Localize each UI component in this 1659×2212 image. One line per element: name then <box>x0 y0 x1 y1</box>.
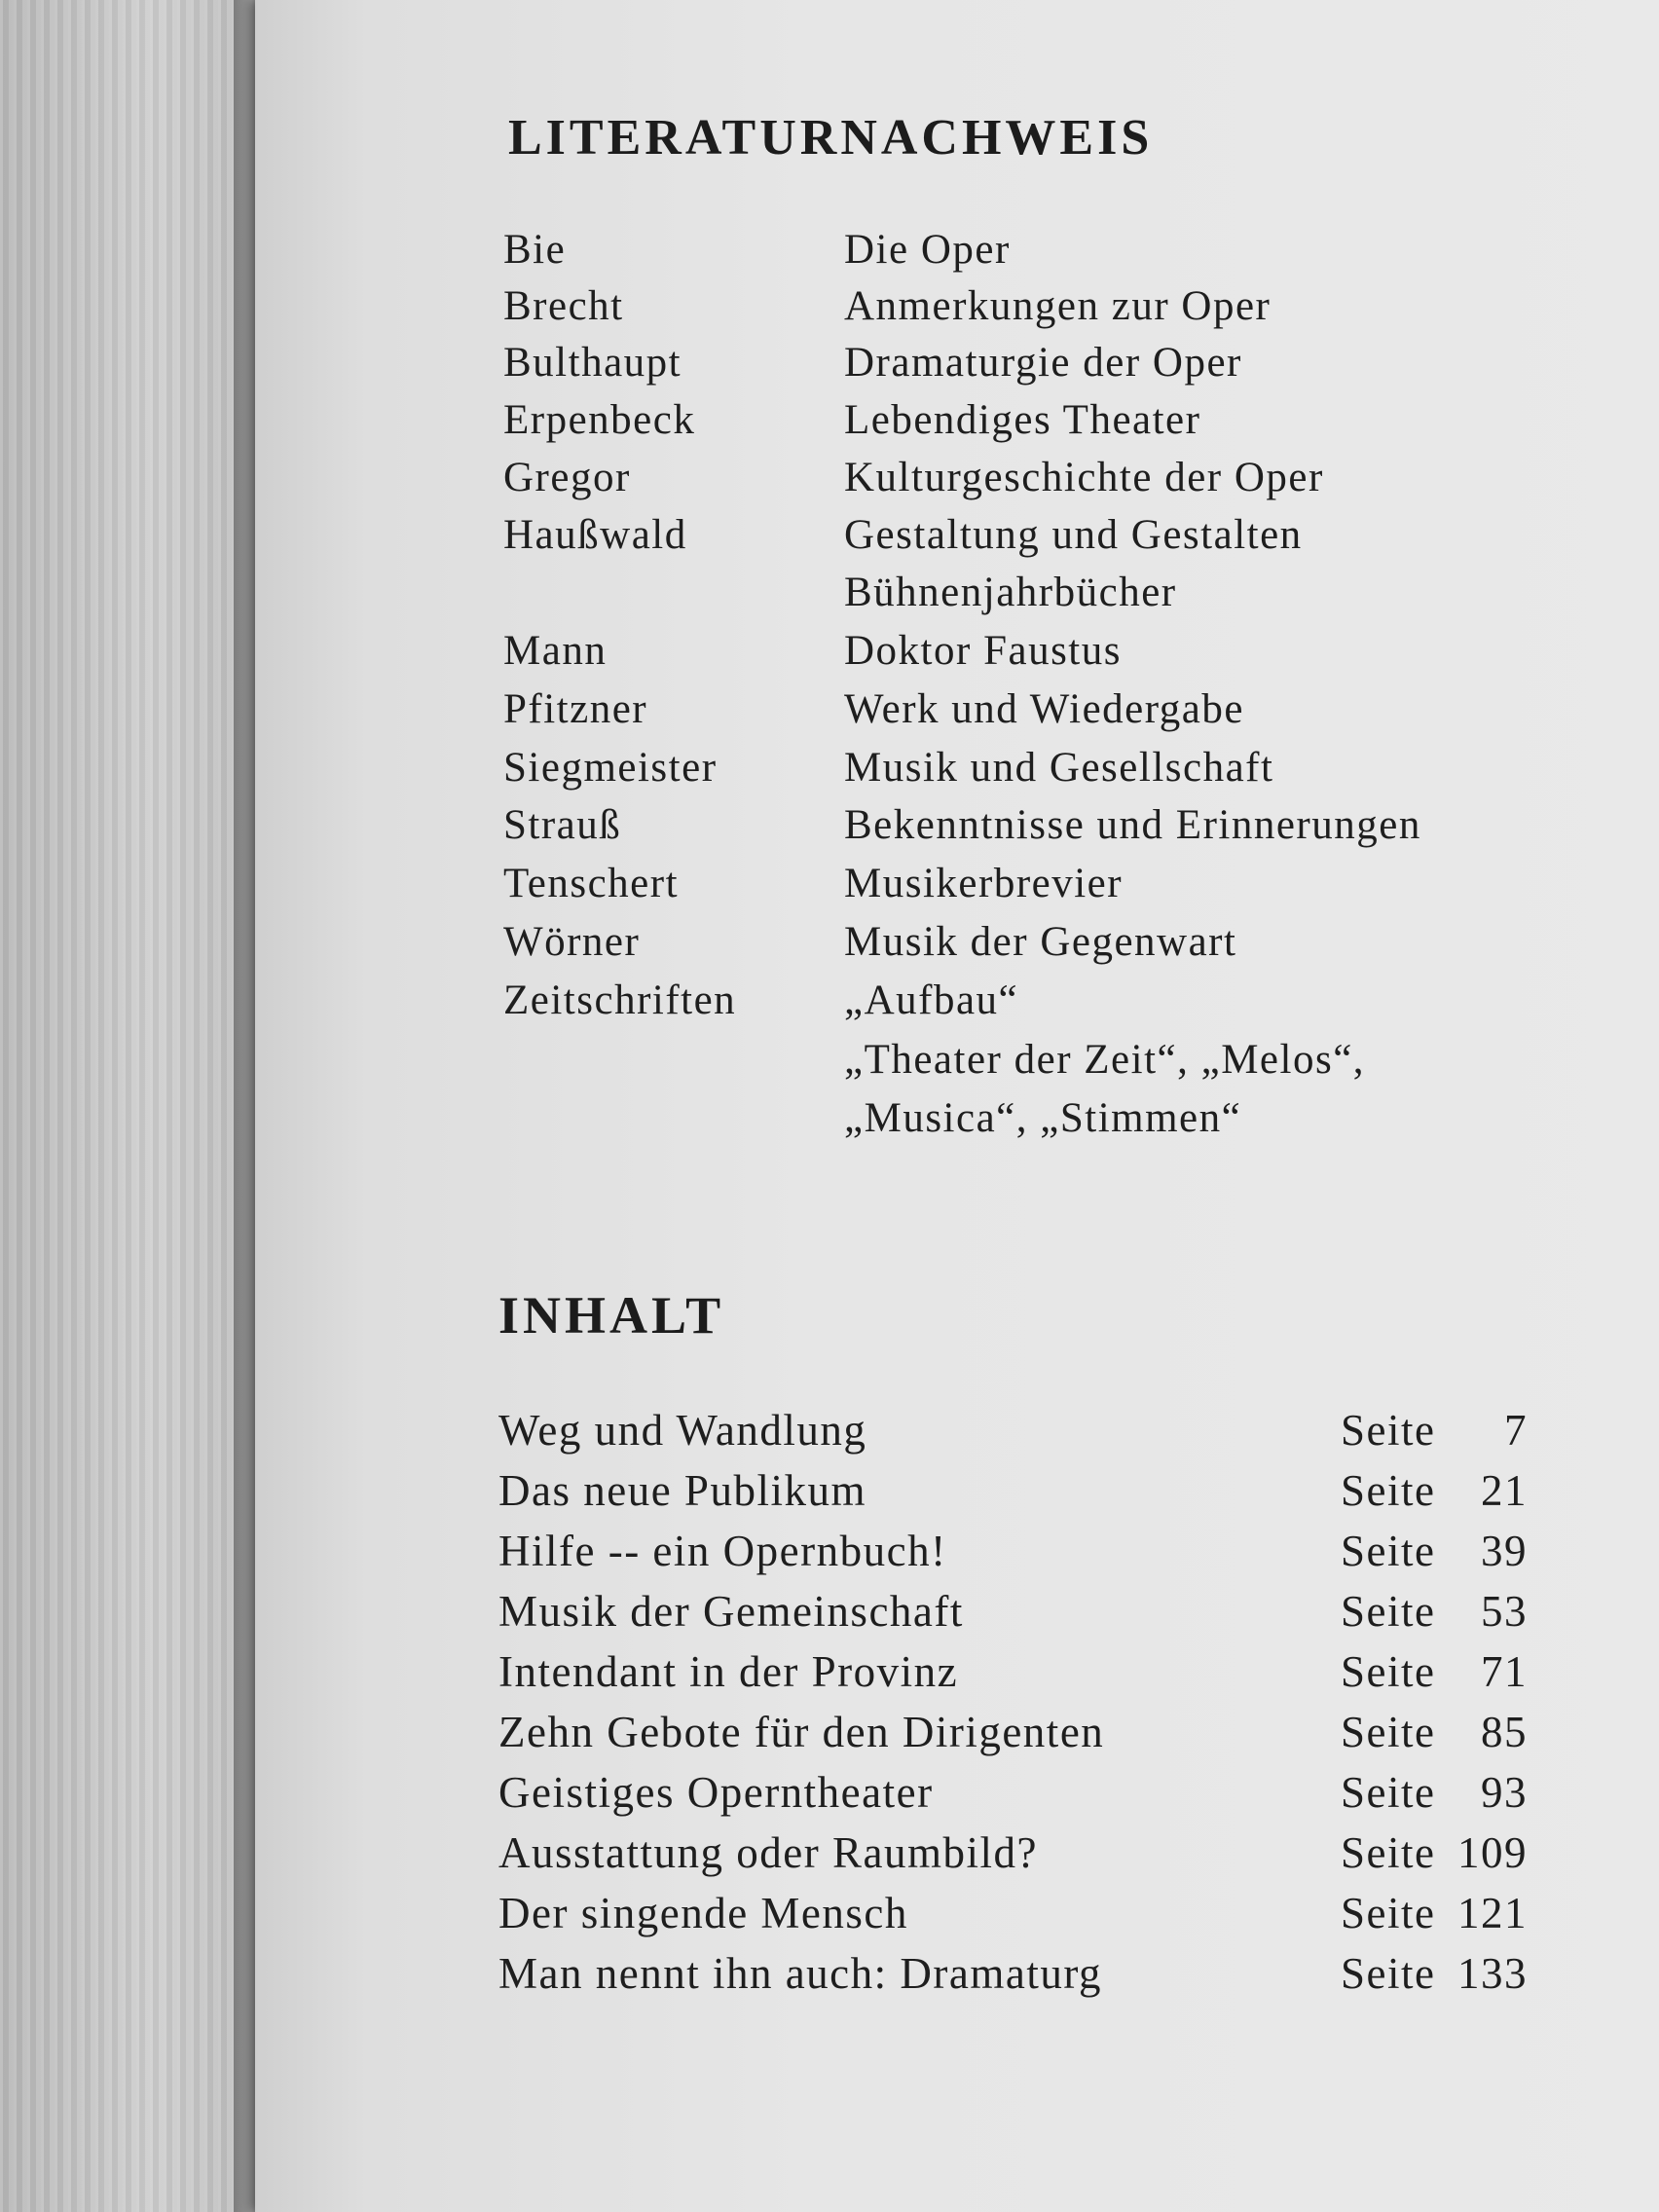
toc-chapter-title: Der singende Mensch <box>498 1889 908 1937</box>
bibliography-entry <box>255 918 1659 977</box>
bibliography-entry <box>255 627 1659 685</box>
bibliography-entry <box>255 1036 1659 1094</box>
bibliography-work: Die Oper <box>844 227 1011 273</box>
bibliography-work: Bekenntnisse und Erinnerungen <box>844 802 1421 848</box>
bibliography-entry <box>255 801 1659 860</box>
toc-entry <box>255 1586 1659 1644</box>
toc-page-number: 71 <box>1481 1647 1528 1696</box>
toc-chapter-title: Hilfe -- ein Opernbuch! <box>498 1527 947 1575</box>
toc-seite-label: Seite <box>1341 1527 1436 1575</box>
bibliography-author: Haußwald <box>503 512 687 558</box>
toc-page-number: 133 <box>1457 1949 1528 1998</box>
bibliography-work: Gestaltung und Gestalten <box>844 512 1303 558</box>
toc-entry <box>255 1526 1659 1584</box>
toc-page-number: 109 <box>1457 1828 1528 1877</box>
bibliography-author: Bie <box>503 227 567 273</box>
toc-page-number: 85 <box>1481 1708 1528 1756</box>
bibliography-work: Kulturgeschichte der Oper <box>844 455 1324 500</box>
bibliography-work: Musikerbrevier <box>844 861 1124 906</box>
bibliography-author: Gregor <box>503 455 631 500</box>
bibliography-author: Pfitzner <box>503 686 648 732</box>
bibliography-entry <box>255 339 1659 397</box>
toc-chapter-title: Intendant in der Provinz <box>498 1647 959 1696</box>
toc-page-number: 21 <box>1481 1466 1528 1515</box>
bibliography-work: Werk und Wiedergabe <box>844 686 1244 732</box>
toc-seite-label: Seite <box>1341 1587 1436 1636</box>
bibliography-work: Musik und Gesellschaft <box>844 745 1274 791</box>
toc-seite-label: Seite <box>1341 1466 1436 1515</box>
bibliography-entry <box>255 396 1659 455</box>
bibliography-entry <box>255 977 1659 1035</box>
toc-chapter-title: Das neue Publikum <box>498 1466 866 1515</box>
book-page <box>255 0 1659 2212</box>
bibliography-work: Anmerkungen zur Oper <box>844 283 1272 329</box>
toc-seite-label: Seite <box>1341 1949 1436 1998</box>
bibliography-entry <box>255 1094 1659 1153</box>
inhalt-title: INHALT <box>498 1286 725 1345</box>
toc-page-number: 121 <box>1457 1889 1528 1937</box>
toc-chapter-title: Ausstattung oder Raumbild? <box>498 1828 1038 1877</box>
toc-page-number: 53 <box>1481 1587 1528 1636</box>
bibliography-work: Musik der Gegenwart <box>844 919 1237 965</box>
toc-seite-label: Seite <box>1341 1708 1436 1756</box>
table-surface <box>0 0 258 2212</box>
toc-seite-label: Seite <box>1341 1889 1436 1937</box>
bibliography-author: Zeitschriften <box>503 977 737 1023</box>
toc-chapter-title: Musik der Gemeinschaft <box>498 1587 964 1636</box>
bibliography-work: „Musica“, „Stimmen“ <box>844 1095 1242 1141</box>
toc-entry <box>255 1465 1659 1524</box>
bibliography-work: Bühnenjahrbücher <box>844 570 1177 615</box>
toc-chapter-title: Zehn Gebote für den Dirigenten <box>498 1708 1105 1756</box>
bibliography-work: „Theater der Zeit“, „Melos“, <box>844 1037 1366 1083</box>
bibliography-entry <box>255 569 1659 627</box>
bibliography-work: Dramaturgie der Oper <box>844 340 1242 386</box>
bibliography-author: Bulthaupt <box>503 340 682 386</box>
toc-entry <box>255 1767 1659 1825</box>
toc-chapter-title: Weg und Wandlung <box>498 1406 867 1455</box>
literaturnachweis-title: LITERATURNACHWEIS <box>508 110 1154 166</box>
bibliography-author: Strauß <box>503 802 622 848</box>
bibliography-author: Erpenbeck <box>503 397 696 443</box>
bibliography-author: Mann <box>503 628 608 674</box>
toc-entry <box>255 1948 1659 2007</box>
toc-entry <box>255 1405 1659 1463</box>
bibliography-entry <box>255 282 1659 341</box>
bibliography-entry <box>255 226 1659 284</box>
bibliography-entry <box>255 744 1659 802</box>
bibliography-author: Tenschert <box>503 861 680 906</box>
bibliography-entry <box>255 454 1659 512</box>
bibliography-work: Lebendiges Theater <box>844 397 1201 443</box>
toc-seite-label: Seite <box>1341 1828 1436 1877</box>
bibliography-author: Brecht <box>503 283 624 329</box>
toc-entry <box>255 1888 1659 1946</box>
toc-page-number: 93 <box>1481 1768 1528 1817</box>
toc-seite-label: Seite <box>1341 1768 1436 1817</box>
toc-entry <box>255 1827 1659 1886</box>
toc-entry <box>255 1707 1659 1765</box>
toc-seite-label: Seite <box>1341 1647 1436 1696</box>
toc-seite-label: Seite <box>1341 1406 1436 1455</box>
toc-chapter-title: Man nennt ihn auch: Dramaturg <box>498 1949 1103 1998</box>
bibliography-work: Doktor Faustus <box>844 628 1122 674</box>
bibliography-author: Siegmeister <box>503 745 718 791</box>
toc-page-number: 39 <box>1481 1527 1528 1575</box>
toc-chapter-title: Geistiges Operntheater <box>498 1768 934 1817</box>
toc-entry <box>255 1646 1659 1705</box>
bibliography-work: „Aufbau“ <box>844 977 1019 1023</box>
bibliography-entry <box>255 511 1659 570</box>
toc-page-number: 7 <box>1504 1406 1528 1455</box>
bibliography-entry <box>255 685 1659 744</box>
bibliography-entry <box>255 860 1659 918</box>
bibliography-author: Wörner <box>503 919 641 965</box>
